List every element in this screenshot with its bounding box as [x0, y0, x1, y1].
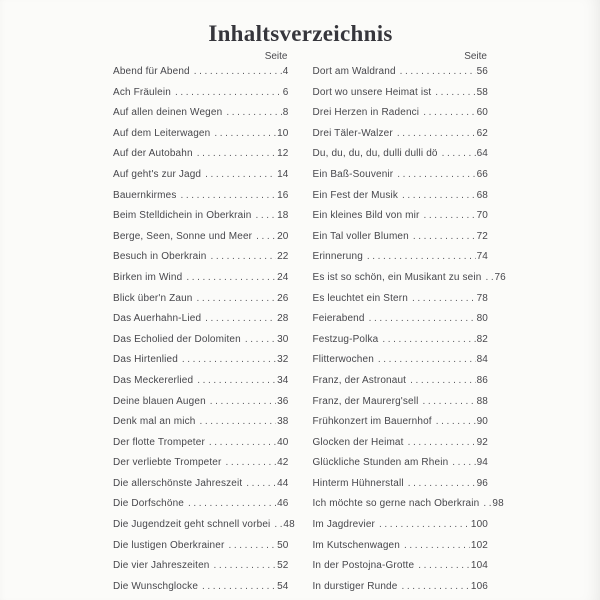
- toc-entry-title: Die lustigen Oberkrainer: [113, 539, 225, 551]
- toc-entry: [113, 560, 289, 581]
- toc-entry: [113, 251, 289, 272]
- toc-entry-page: 10: [277, 127, 289, 139]
- dot-leader: [422, 396, 475, 407]
- dot-leader: [245, 334, 276, 345]
- toc-entry-page: 94: [476, 457, 488, 469]
- toc-entry-title: Blick über'n Zaun: [113, 292, 193, 304]
- toc-entry: [113, 190, 289, 211]
- dot-leader: [418, 560, 470, 571]
- toc-entry-page: 36: [277, 395, 289, 407]
- dot-leader: [382, 334, 475, 345]
- toc-entry-title: Das Auerhahn-Lied: [113, 313, 202, 325]
- toc-entry: [312, 271, 506, 293]
- dot-leader: [423, 107, 475, 118]
- dot-leader: [404, 540, 470, 551]
- toc-entry: [113, 128, 289, 149]
- dot-leader: [412, 293, 476, 304]
- toc-entry: [313, 396, 489, 417]
- toc-entry-page: 92: [476, 436, 488, 448]
- toc-entry-title: Feierabend: [312, 313, 365, 325]
- toc-entry: [313, 519, 489, 540]
- toc-entry: [313, 478, 489, 499]
- dot-leader: [214, 560, 277, 571]
- toc-entry-page: 86: [476, 374, 488, 386]
- dot-leader: [408, 478, 476, 489]
- toc-entry: [113, 540, 289, 561]
- toc-entry: [313, 334, 489, 355]
- toc-entry-title: Ach Fräulein: [113, 86, 171, 98]
- toc-entry-page: 68: [476, 189, 488, 201]
- toc-entry: [313, 107, 489, 128]
- toc-entry: [313, 169, 489, 190]
- toc-entry: [113, 498, 289, 519]
- toc-entry: [113, 581, 289, 600]
- toc-entry-title: Auf allen deinen Wegen: [113, 107, 223, 119]
- toc-entry-title: In der Postojna-Grotte: [312, 560, 415, 572]
- toc-entry: [113, 210, 289, 231]
- dot-leader: [256, 231, 276, 242]
- dot-leader: [369, 313, 476, 324]
- dot-leader: [452, 457, 475, 468]
- toc-entry: [313, 66, 489, 87]
- dot-leader: [175, 87, 282, 98]
- toc-entry-page: 48: [283, 519, 295, 531]
- toc-entry-title: Es leuchtet ein Stern: [312, 292, 408, 304]
- toc-column-left: [113, 50, 295, 600]
- toc-entry-page: 8: [282, 107, 289, 119]
- toc-entry-title: Erinnerung: [312, 251, 363, 263]
- dot-leader: [181, 190, 277, 201]
- toc-entry-title: Auf der Autobahn: [113, 148, 193, 160]
- toc-entry-title: Die vier Jahreszeiten: [113, 560, 210, 572]
- toc-entry-title: Ich möchte so gerne nach Oberkrain: [312, 498, 480, 510]
- toc-entry-title: Das Meckererlied: [113, 374, 194, 386]
- dot-leader: [205, 169, 276, 180]
- toc-entry-page: 30: [277, 333, 289, 345]
- toc-entry: [313, 540, 489, 561]
- dot-leader: [423, 210, 475, 221]
- toc-column-right: [312, 50, 506, 600]
- toc-entry: [113, 107, 289, 128]
- toc-content: [113, 0, 506, 600]
- toc-entry-page: 52: [277, 560, 289, 572]
- dot-leader: [228, 540, 276, 551]
- toc-entry-page: 60: [476, 107, 488, 119]
- page-number-header-right: Seite: [464, 51, 487, 62]
- dot-leader: [202, 581, 276, 592]
- toc-entry: [113, 272, 289, 293]
- toc-entry-title: Die Dorfschöne: [113, 498, 185, 510]
- toc-entry-page: 74: [476, 251, 488, 263]
- toc-entry-title: Ein Fest der Musik: [312, 189, 399, 201]
- toc-entry-title: Das Hirtenlied: [113, 354, 178, 366]
- toc-entry: [313, 128, 489, 149]
- toc-entry-page: 12: [277, 148, 289, 160]
- toc-entry-page: 40: [277, 436, 289, 448]
- toc-entry: [313, 87, 489, 108]
- toc-entry-title: Auf dem Leiterwagen: [113, 127, 211, 139]
- page-title: Inhaltsverzeichnis: [208, 21, 393, 46]
- toc-entry-page: 100: [470, 519, 488, 531]
- toc-entry-page: 62: [476, 127, 488, 139]
- toc-entry-title: Ein Tal voller Blumen: [312, 230, 409, 242]
- toc-entry: [113, 478, 289, 499]
- toc-entry-title: Bauernkirmes: [113, 189, 177, 201]
- dot-leader: [410, 375, 475, 386]
- toc-entry-page: 42: [277, 457, 289, 469]
- toc-entry-title: Deine blauen Augen: [113, 395, 206, 407]
- toc-entry-page: 26: [277, 292, 289, 304]
- toc-entry-title: Ein Baß-Souvenir: [312, 168, 394, 180]
- toc-entry-page: 78: [476, 292, 488, 304]
- toc-entry-title: Festzug-Polka: [312, 333, 379, 345]
- toc-entry-title: Flitterwochen: [312, 354, 374, 366]
- toc-entry: [313, 437, 489, 458]
- toc-entry-page: 56: [476, 66, 488, 77]
- toc-entry: [113, 396, 289, 417]
- toc-entry: [113, 334, 289, 355]
- toc-entry-title: Du, du, du, du, dulli dulli dö: [312, 148, 438, 160]
- toc-entry-page: 66: [476, 168, 488, 180]
- toc-entry: [113, 375, 289, 396]
- dot-leader: [378, 354, 476, 365]
- dot-leader: [194, 66, 282, 77]
- toc-entry-title: Franz, der Astronaut: [312, 374, 407, 386]
- toc-entry: [113, 66, 289, 87]
- toc-entry: [313, 354, 489, 375]
- toc-entry: [113, 519, 295, 540]
- toc-entry-title: Der verliebte Trompeter: [113, 457, 222, 469]
- dot-leader: [397, 128, 476, 139]
- toc-entry: [313, 313, 489, 334]
- toc-entry: [313, 251, 489, 272]
- toc-entry-page: 84: [476, 354, 488, 366]
- toc-entry: [113, 457, 289, 478]
- toc-entry-title: Auf geht's zur Jagd: [113, 168, 202, 180]
- toc-entry-page: 34: [277, 374, 289, 386]
- toc-entry: [313, 148, 489, 169]
- dot-leader: [485, 272, 493, 283]
- toc-entry-title: Die Jugendzeit geht schnell vorbei: [113, 519, 271, 531]
- toc-entry-title: Ein kleines Bild von mir: [312, 210, 420, 222]
- dot-leader: [182, 354, 276, 365]
- toc-entry-title: Berge, Seen, Sonne und Meer: [113, 230, 253, 242]
- dot-leader: [226, 107, 281, 118]
- dot-leader: [197, 293, 277, 304]
- toc-entry-page: 64: [476, 148, 488, 160]
- toc-entry-title: Das Echolied der Dolomiten: [113, 333, 241, 345]
- toc-entry: [313, 560, 489, 581]
- toc-entry: [113, 354, 289, 375]
- toc-entry-title: Birken im Wind: [113, 271, 183, 283]
- toc-list-right: [312, 66, 506, 600]
- toc-entry: [313, 293, 489, 314]
- dot-leader: [214, 128, 276, 139]
- toc-entry: [312, 498, 504, 519]
- toc-entry-page: 4: [282, 66, 289, 77]
- dot-leader: [210, 251, 276, 262]
- toc-entry-title: Die Wunschglocke: [113, 580, 199, 592]
- dot-leader: [197, 148, 276, 159]
- toc-entry-title: Besuch in Oberkrain: [113, 251, 207, 263]
- toc-entry-title: Die allerschönste Jahreszeit: [113, 477, 243, 489]
- toc-entry: [313, 457, 489, 478]
- toc-entry-title: Im Jagdrevier: [312, 519, 376, 531]
- toc-entry-title: In durstiger Runde: [312, 580, 398, 592]
- toc-entry-page: 46: [277, 498, 289, 510]
- dot-leader: [413, 231, 476, 242]
- page-number-header-left: Seite: [264, 51, 288, 62]
- dot-leader: [209, 437, 276, 448]
- dot-leader: [379, 519, 470, 530]
- toc-entry-page: 76: [494, 271, 506, 283]
- toc-entry: [113, 169, 289, 190]
- toc-entry-page: 82: [476, 333, 488, 345]
- toc-list-left: [113, 66, 295, 600]
- dot-leader: [408, 437, 476, 448]
- dot-leader: [400, 66, 476, 77]
- dot-leader: [205, 313, 276, 324]
- toc-entry: [113, 87, 289, 108]
- toc-entry-page: 106: [470, 580, 488, 592]
- toc-entry-page: 14: [277, 168, 289, 180]
- toc-entry: [313, 231, 489, 252]
- toc-entry-title: Drei Täler-Walzer: [312, 127, 393, 139]
- toc-entry-page: 72: [476, 230, 488, 242]
- dot-leader: [210, 396, 276, 407]
- toc-entry-title: Der flotte Trompeter: [113, 436, 205, 448]
- dot-leader: [246, 478, 276, 489]
- toc-entry: [313, 190, 489, 211]
- toc-entry-page: 24: [277, 271, 289, 283]
- toc-entry-title: Frühkonzert im Bauernhof: [312, 416, 432, 428]
- dot-leader: [274, 519, 282, 530]
- toc-entry-page: 18: [277, 210, 289, 222]
- toc-entry: [313, 375, 489, 396]
- toc-entry-page: 32: [277, 354, 289, 366]
- toc-entry: [113, 313, 289, 334]
- toc-entry-page: 44: [277, 477, 289, 489]
- toc-entry-page: 70: [476, 210, 488, 222]
- dot-leader: [397, 169, 475, 180]
- toc-entry: [313, 416, 489, 437]
- toc-entry-page: 96: [476, 477, 488, 489]
- toc-columns: [113, 50, 506, 600]
- toc-entry-page: 104: [470, 560, 488, 572]
- dot-leader: [199, 416, 276, 427]
- toc-entry-title: Franz, der Maurerg'sell: [312, 395, 419, 407]
- toc-entry-page: 98: [492, 498, 504, 510]
- toc-entry-page: 38: [277, 416, 289, 428]
- toc-entry: [113, 148, 289, 169]
- toc-entry-page: 90: [476, 416, 488, 428]
- toc-entry-title: Beim Stelldichein in Oberkrain: [113, 210, 252, 222]
- toc-entry: [113, 231, 289, 252]
- toc-entry-page: 102: [470, 539, 488, 551]
- dot-leader: [483, 498, 491, 509]
- toc-entry-title: Es ist so schön, ein Musikant zu sein: [312, 271, 482, 283]
- toc-entry-title: Glocken der Heimat: [312, 436, 404, 448]
- dot-leader: [226, 457, 277, 468]
- toc-entry: [313, 210, 489, 231]
- toc-entry-page: 16: [277, 189, 289, 201]
- toc-entry-page: 28: [277, 313, 289, 325]
- dot-leader: [197, 375, 276, 386]
- dot-leader: [436, 416, 476, 427]
- toc-entry: [113, 437, 289, 458]
- toc-entry: [113, 293, 289, 314]
- toc-entry-title: Dort am Waldrand: [312, 66, 396, 77]
- toc-entry-title: Hinterm Hühnerstall: [312, 477, 404, 489]
- toc-entry: [313, 581, 489, 600]
- toc-entry: [113, 416, 289, 437]
- toc-entry-title: Dort wo unsere Heimat ist: [312, 86, 432, 98]
- toc-entry-page: 20: [277, 230, 289, 242]
- dot-leader: [402, 190, 476, 201]
- toc-entry-title: Glückliche Stunden am Rhein: [312, 457, 449, 469]
- toc-entry-page: 54: [277, 580, 289, 592]
- toc-entry-title: Im Kutschenwagen: [312, 539, 400, 551]
- dot-leader: [442, 148, 476, 159]
- toc-entry-page: 22: [277, 251, 289, 263]
- toc-entry-page: 58: [476, 86, 488, 98]
- dot-leader: [367, 251, 476, 262]
- toc-entry-title: Drei Herzen in Radenci: [312, 107, 420, 119]
- dot-leader: [401, 581, 469, 592]
- toc-entry-page: 80: [476, 313, 488, 325]
- toc-entry-page: 88: [476, 395, 488, 407]
- dot-leader: [435, 87, 475, 98]
- toc-entry-title: Abend für Abend: [113, 66, 190, 77]
- dot-leader: [188, 498, 276, 509]
- toc-entry-page: 50: [277, 539, 289, 551]
- toc-entry-title: Denk mal an mich: [113, 416, 196, 428]
- toc-entry-page: 6: [282, 86, 289, 98]
- dot-leader: [186, 272, 276, 283]
- dot-leader: [255, 210, 276, 221]
